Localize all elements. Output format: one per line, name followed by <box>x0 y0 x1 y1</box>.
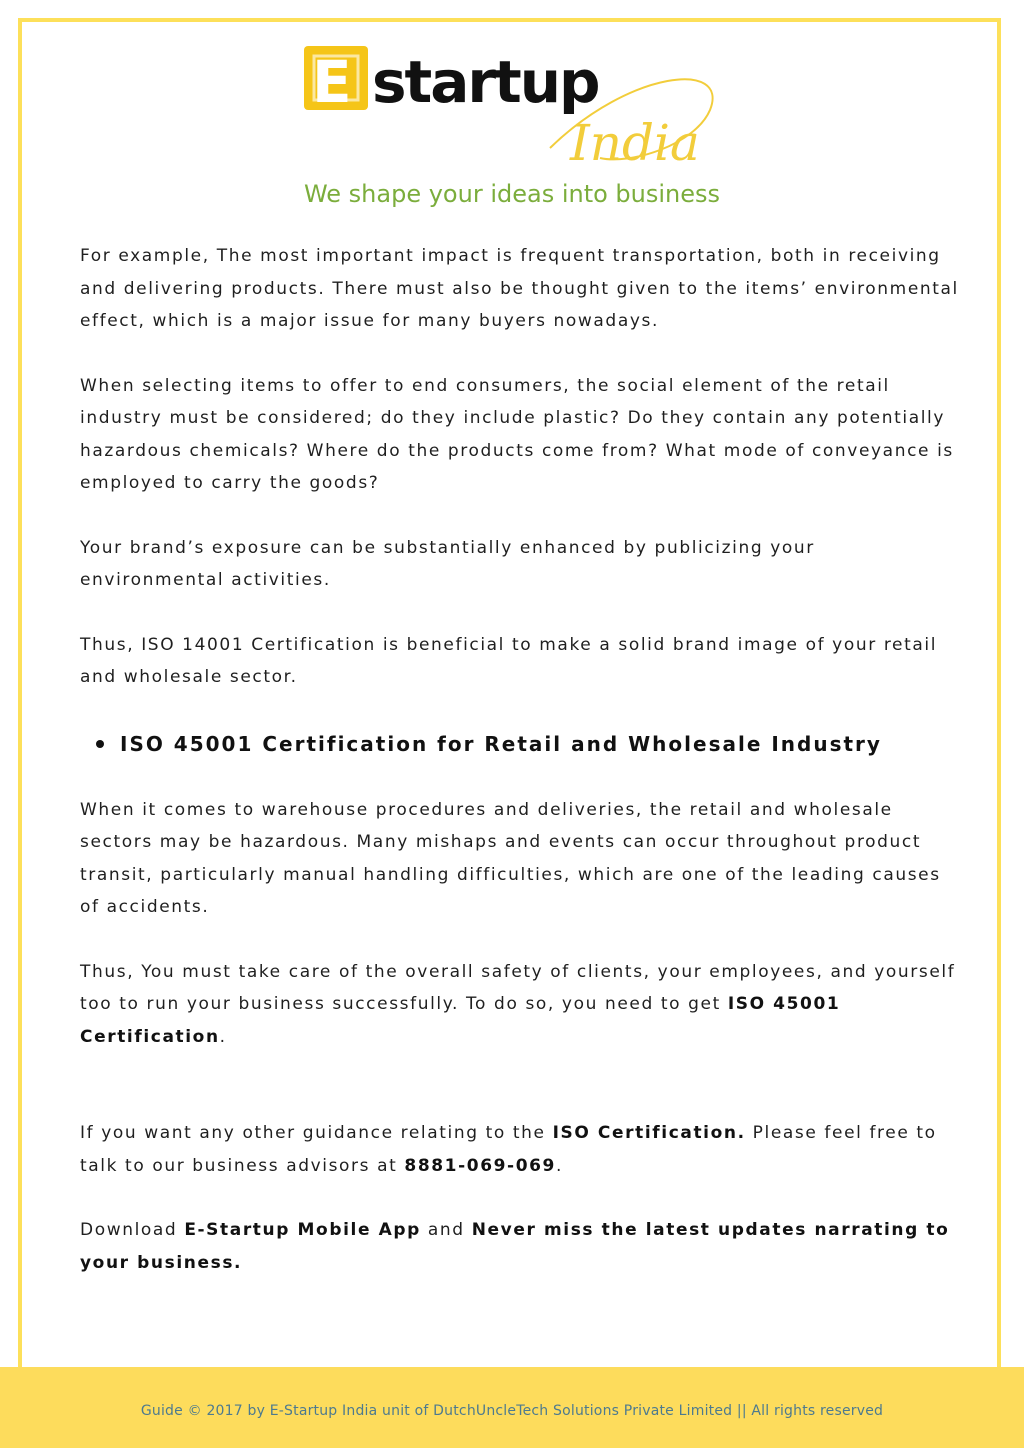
tagline: We shape your ideas into business <box>303 180 721 208</box>
logo-word: startup <box>372 48 599 116</box>
iso45001-emphasis: ISO 45001 Certification <box>80 994 841 1047</box>
logo-letter: E <box>312 48 352 116</box>
e-startup-india-logo <box>300 40 730 180</box>
paragraph-iso14001: Thus, ISO 14001 Certification is beneficial to make a solid brand image of your retail and wholesale sector. <box>80 634 938 687</box>
heading-text: ISO 45001 Certification for Retail and Wholesale Industry <box>120 731 882 756</box>
paragraph-social-element: When selecting items to offer to end consumers, the social element of the retail industry must be considered; do they include plastic? Do they contain any potentially hazardous chemicals? Where do the products come from? What mode of conveyance is employed to carry the goods? <box>80 375 954 493</box>
paragraph-warehouse: When it comes to warehouse procedures and deliveries, the retail and wholesale sectors may be hazardous. Many mishaps and events can occur throughout product transit, particularly manual handling difficulties, which are one of the leading causes of accidents. <box>80 799 941 917</box>
paragraph-guidance: If you want any other guidance relating to the ISO Certification. Please feel free to talk to our business advisors at 8881-069-069. <box>80 1123 937 1176</box>
phone-number: 8881-069-069 <box>404 1155 556 1176</box>
logo-script: India <box>570 114 700 172</box>
paragraph-safety: Thus, You must take care of the overall safety of clients, your employees, and yourself too to run your business successfully. To do so, you need to get ISO 45001 Certification. <box>80 961 956 1047</box>
paragraph-transport: For example, The most important impact is frequent transportation, both in receiving and delivering products. There must also be thought given to the items’ environmental effect, which is a major issue for many buyers nowadays. <box>80 246 959 331</box>
footer-copyright: Guide © 2017 by E-Startup India unit of DutchUncleTech Solutions Private Limited || All rights reserved <box>140 1403 884 1419</box>
iso-certification-emphasis: ISO Certification. <box>552 1123 746 1143</box>
updates-emphasis: Never miss the latest updates narrating to your business. <box>80 1220 950 1273</box>
document-body <box>80 240 960 1279</box>
section-heading <box>96 724 960 764</box>
paragraph-download-app: Download E-Startup Mobile App and Never miss the latest updates narrating to your business. <box>80 1220 950 1273</box>
paragraph-brand-exposure: Your brand’s exposure can be substantially enhanced by publicizing your environmental activities. <box>80 537 815 590</box>
mobile-app-emphasis: E-Startup Mobile App <box>184 1220 421 1240</box>
bullet-icon <box>96 740 104 748</box>
